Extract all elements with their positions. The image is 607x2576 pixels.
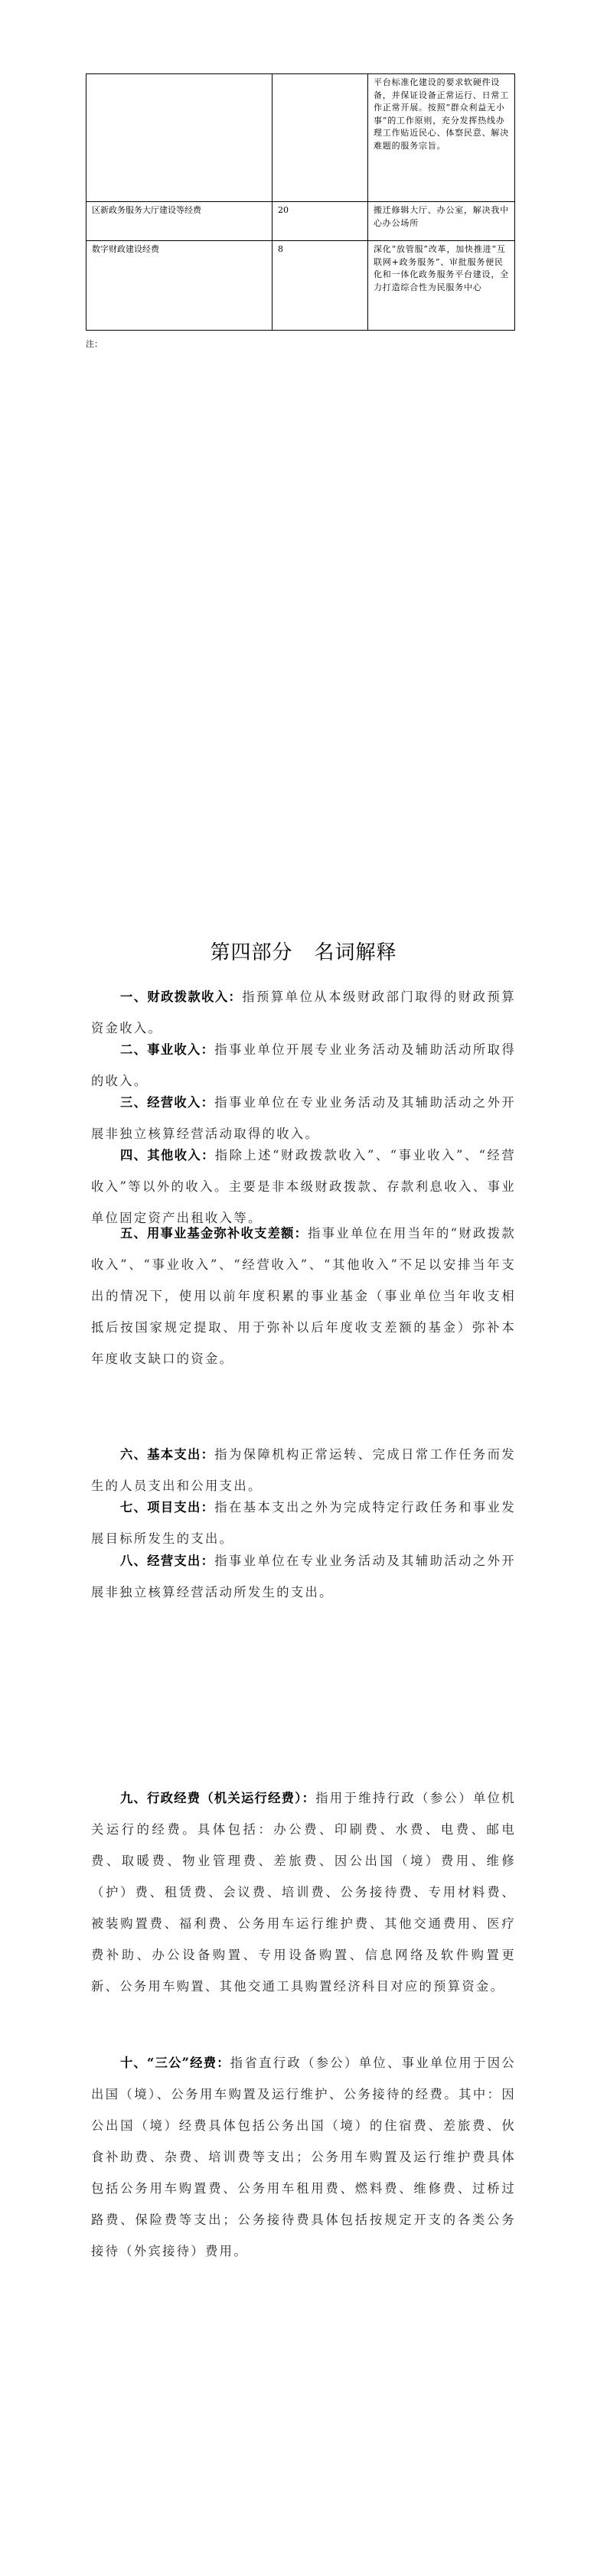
term-label: 七、项目支出：	[120, 1500, 215, 1515]
term-label: 三、经营收入：	[120, 1095, 215, 1110]
item-cell: 数字财政建设经费	[86, 241, 272, 331]
term-definition: 指事业单位在用当年的“财政拨款收入”、“事业收入”、“经营收入”、“其他收入”不足以安排当年支出的情况下，使用以前年度积累的事业基金（事业单位当年收支相抵后按国家规定提取、用于弥补以后年度收支差额的基金）弥补本年度收支缺口的资金。	[91, 1226, 516, 1366]
item-cell	[86, 74, 272, 202]
term-definition: 指事业单位在专业业务活动及其辅助活动之外开展非独立核算经营活动所发生的支出。	[91, 1554, 516, 1599]
term-label: 九、行政经费（机关运行经费）：	[120, 1791, 316, 1805]
term-label: 五、用事业基金弥补收支差额：	[120, 1226, 308, 1241]
term-label: 六、基本支出：	[120, 1447, 215, 1462]
description-cell: 深化“放管服”改革，加快推进“互联网+政务服务”、审批服务便民化和一体化政务服务平台建设，全力打造综合性为民服务中心	[368, 241, 515, 331]
term-definition: 指为保障机构正常运转、完成日常工作任务而发生的人员支出和公用支出。	[91, 1447, 516, 1493]
term-definition: 指省直行政（参公）单位、事业单位用于因公出国（境）、公务用车购置及运行维护、公务接待的经费。其中：因公出国（境）经费具体包括公务出国（境）的住宿费、差旅费、伙食补助费、杂费、培训费等支出；公务用车购置及运行维护费具体包括公务用车购置费、公务用车租用费、燃料费、维修费、过桥过路费、保险费等支出；公务接待费具体包括按规定开支的各类公务接待（外宾接待）费用。	[91, 2056, 516, 2258]
term-label: 八、经营支出：	[120, 1554, 215, 1568]
amount-cell	[272, 74, 368, 202]
amount-cell: 8	[272, 241, 368, 331]
term-definition: 指事业单位在专业业务活动及其辅助活动之外开展非独立核算经营活动取得的收入。	[91, 1095, 516, 1141]
description-cell: 平台标准化建设的要求软硬件设备，并保证设备正常运行、日常工作正常开展。按照“群众利益无小事”的工作原则，充分发挥热线办理工作贴近民心、体察民意、解决难题的服务宗旨。	[368, 74, 515, 202]
term-paragraph	[91, 1218, 516, 1374]
description-cell: 搬迁修辑大厅、办公室，解决我中心办公场所	[368, 202, 515, 241]
table-row	[86, 202, 515, 241]
amount-cell: 20	[272, 202, 368, 241]
term-label: 十、“三公”经费：	[120, 2056, 230, 2070]
term-definition: 指事业单位开展专业业务活动及辅助活动所取得的收入。	[91, 1042, 516, 1088]
term-paragraph	[91, 1545, 516, 1608]
term-definition: 指除上述“财政拨款收入”、“事业收入”、“经营收入”等以外的收入。主要是非本级财政拨款、存款利息收入、事业单位固定资产出租收入等。	[91, 1148, 516, 1225]
section-title	[0, 937, 607, 965]
term-label: 四、其他收入：	[120, 1148, 215, 1162]
term-definition: 指在基本支出之外为完成特定行政任务和事业发展目标所发生的支出。	[91, 1500, 516, 1546]
project-expenditure-table	[86, 73, 515, 331]
term-definition: 指预算单位从本级财政部门取得的财政预算资金收入。	[91, 990, 516, 1035]
table-row	[86, 74, 515, 202]
term-paragraph	[91, 2047, 516, 2267]
term-definition: 指用于维持行政（参公）单位机关运行的经费。具体包括：办公费、印刷费、水费、电费、邮电费、取暖费、物业管理费、差旅费、因公出国（境）费用、维修（护）费、租赁费、会议费、培训费、公务接待费、专用材料费、被装购置费、福利费、公务用车运行维护费、其他交通费用、医疗费补助、办公设备购置、专用设备购置、信息网络及软件购置更新、公务用车购置、其他交通工具购置经济科目对应的预算资金。	[91, 1791, 517, 1994]
section-title-part: 第四部分	[210, 941, 293, 964]
term-label: 一、财政拨款收入：	[120, 990, 243, 1004]
item-cell: 区新政务服务大厅建设等经费	[86, 202, 272, 241]
term-paragraph	[91, 1782, 516, 2002]
term-label: 二、事业收入：	[120, 1042, 215, 1057]
section-title-name: 名词解释	[314, 941, 397, 964]
table-row	[86, 241, 515, 331]
table-note: 注：	[86, 339, 103, 349]
